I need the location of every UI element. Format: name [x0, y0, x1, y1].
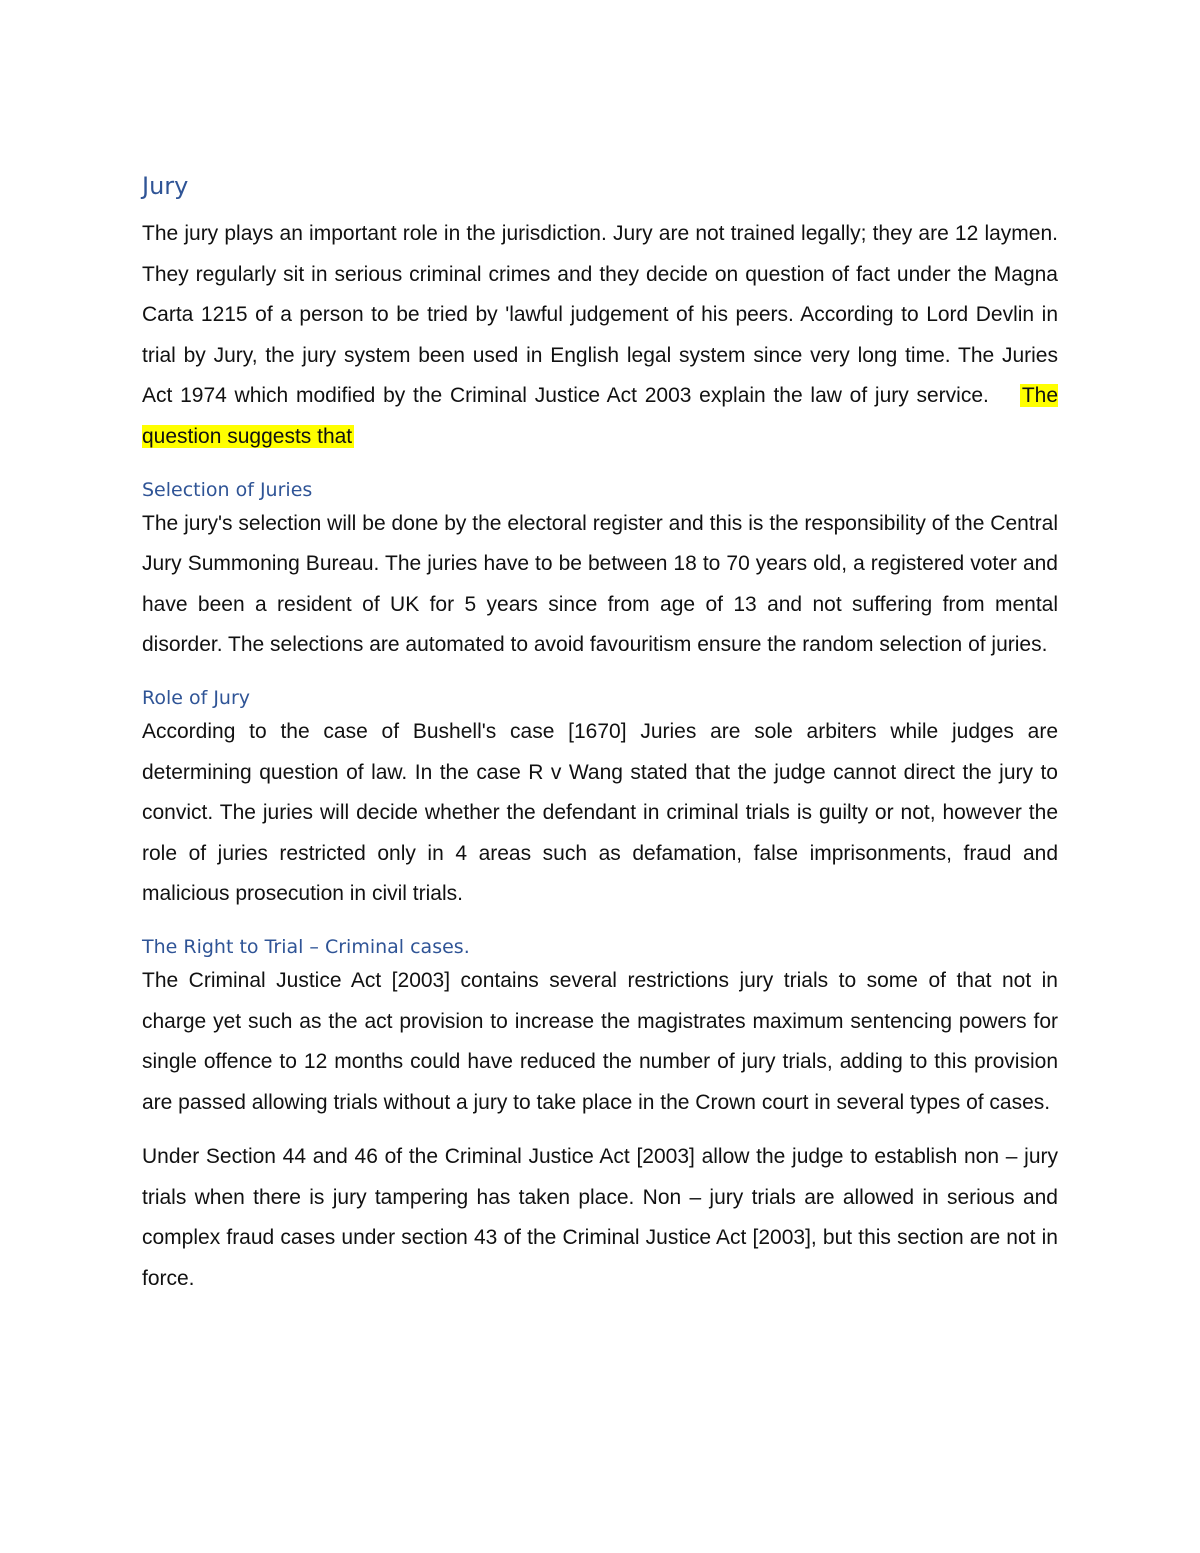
- intro-text: The jury plays an important role in the jurisdiction. Jury are not trained legally; they are 12 laymen. They regularly sit in serious criminal crimes and they decide on question of fact under the Magna Carta 1215 of a person to be tried by 'lawful judgement of his peers. According to Lord Devlin in trial by Jury, the jury system been used in English legal system since very long time. The Juries Act 1974 which modified by the Criminal Justice Act 2003 explain the law of jury service.: [142, 222, 1058, 408]
- section-paragraph-right-to-trial-2: Under Section 44 and 46 of the Criminal Justice Act [2003] allow the judge to establish non – jury trials when there is jury tampering has taken place. Non – jury trials are allowed in serious and complex fraud cases under section 43 of the Criminal Justice Act [2003], but this section are not in force.: [142, 1145, 1058, 1291]
- section-heading-right-to-trial: The Right to Trial – Criminal cases.: [142, 935, 470, 958]
- section-paragraph-role: According to the case of Bushell's case [1670] Juries are sole arbiters while judges are determining question of law. In the case R v Wang stated that the judge cannot direct the jury to convict. The juries will decide whether the defendant in criminal trials is guilty or not, however the role of juries restricted only in 4 areas such as defamation, false imprisonments, fraud and malicious prosecution in civil trials.: [142, 719, 1058, 906]
- section-heading-selection: Selection of Juries: [142, 478, 313, 501]
- document-title: Jury: [142, 172, 189, 200]
- document-body: [142, 168, 1058, 1314]
- highlighted-text: The question suggests that: [142, 384, 1058, 448]
- section-paragraph-right-to-trial-1: The Criminal Justice Act [2003] contains several restrictions jury trials to some of that not in charge yet such as the act provision to increase the magistrates maximum sentencing powers for single offence to 12 months could have reduced the number of jury trials, adding to this provision are passed allowing trials without a jury to take place in the Crown court in several types of cases.: [142, 968, 1058, 1114]
- intro-paragraph: [142, 214, 1058, 458]
- section-paragraph-selection: The jury's selection will be done by the electoral register and this is the responsibility of the Central Jury Summoning Bureau. The juries have to be between 18 to 70 years old, a registered voter and have been a resident of UK for 5 years since from age of 13 and not suffering from mental disorder. The selections are automated to avoid favouritism ensure the random selection of juries.: [142, 511, 1058, 657]
- section-heading-role: Role of Jury: [142, 686, 251, 709]
